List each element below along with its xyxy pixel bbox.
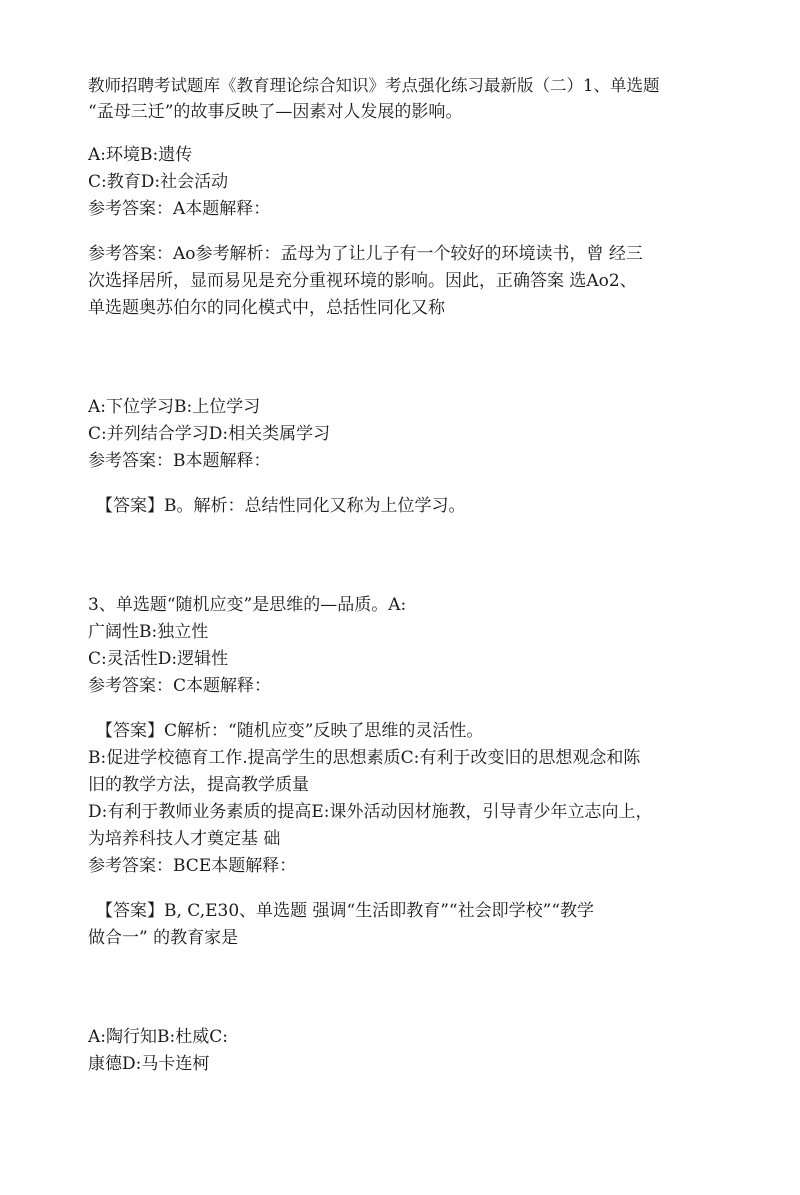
question-1-explanation-line-3: 单选题奥苏伯尔的同化模式中，总括性同化又称 [88,298,445,318]
question-2-answer: 参考答案：B本题解释： [88,451,271,471]
question-4-option-line-2: 旧的教学方法，提高教学质量 [88,775,309,795]
question-3-option-line-1: 广阔性B:独立性 [88,622,209,642]
question-4-option-line-3: D:有利于教师业务素质的提高E:课外活动因材施教，引导青少年立志向上， [88,802,653,822]
question-4-explanation-line-1: 【答案】B, C,E30、单选题 强调“生活即教育”“社会即学校”“教学 [96,901,595,921]
question-3-answer: 参考答案：C本题解释： [88,676,272,696]
question-1-option-line-2: C:教育D:社会活动 [88,172,229,192]
question-4-explanation-line-2: 做合一” 的教育家是 [88,928,239,948]
question-1-explanation-line-2: 次选择居所，显而易见是充分重视环境的影响。因此，正确答案 选Ao2、 [88,271,637,291]
question-1-explanation-line-1: 参考答案：Ao参考解析：孟母为了让儿子有一个较好的环境读书，曾 经三 [88,244,643,264]
question-5-option-line-1: A:陶行知B:杜威C: [88,1027,228,1047]
question-4-option-line-1: B:促进学校德育工作.提高学生的思想素质C:有利于改变旧的思想观念和陈 [88,748,641,768]
question-3-explanation: 【答案】C解析：“随机应变”反映了思维的灵活性。 [96,721,484,741]
document-page [88,72,728,1078]
question-3-stem: 3、单选题“随机应变”是思维的—品质。A: [88,595,407,615]
question-2-explanation: 【答案】B。解析：总结性同化又称为上位学习。 [96,496,466,516]
question-4-answer: 参考答案：BCE本题解释： [88,856,297,876]
question-1-answer: 参考答案：A本题解释： [88,199,271,219]
question-2-option-line-2: C:并列结合学习D:相关类属学习 [88,424,331,444]
question-2-option-line-1: A:下位学习B:上位学习 [88,397,261,417]
question-5-option-line-2: 康德D:马卡连柯 [88,1054,210,1074]
question-4-option-line-4: 为培养科技人才奠定基 础 [88,829,281,849]
question-1-stem: “孟母三迁”的故事反映了—因素对人发展的影响。 [88,102,463,122]
question-3-option-line-2: C:灵活性D:逻辑性 [88,649,229,669]
question-1-option-line-1: A:环境B:遗传 [88,145,193,165]
document-title: 教师招聘考试题库《教育理论综合知识》考点强化练习最新版（二）1、单选题 [88,76,660,95]
